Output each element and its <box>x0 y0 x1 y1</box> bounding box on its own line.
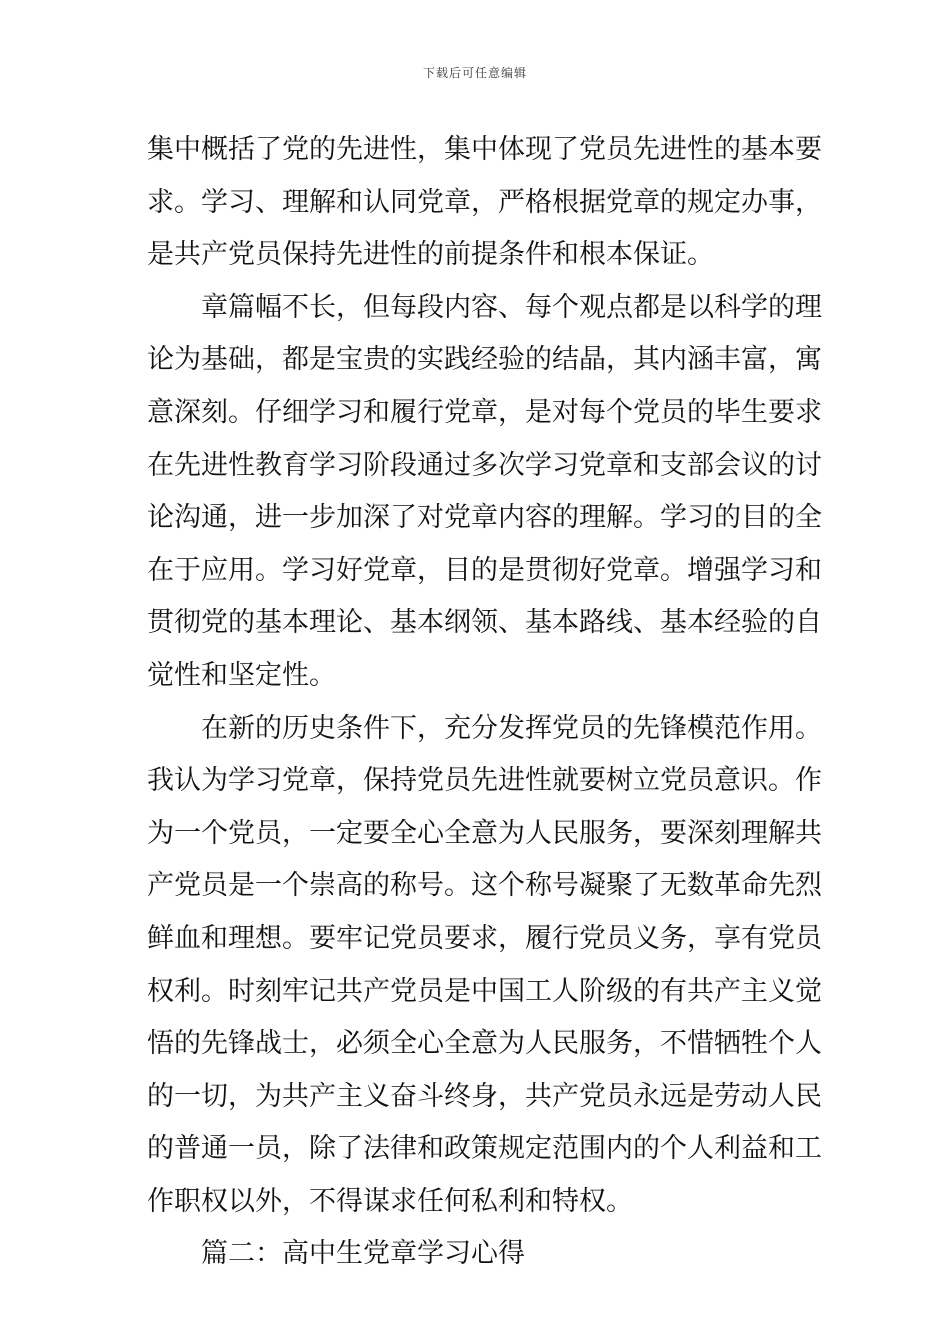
text-line: 贯彻党的基本理论、基本纲领、基本路线、基本经验的自 <box>147 607 822 639</box>
text-line: 在于应用。学习好党章，目的是贯彻好党章。增强学习和 <box>147 554 822 586</box>
text-line: 作职权以外，不得谋求任何私利和特权。 <box>147 1185 633 1217</box>
text-line: 悟的先锋战士，必须全心全意为人民服务，不惜牺牲个人 <box>147 1028 822 1060</box>
text-line: 产党员是一个崇高的称号。这个称号凝聚了无数革命先烈 <box>147 870 822 902</box>
text-line: 在先进性教育学习阶段通过多次学习党章和支部会议的讨 <box>147 449 822 481</box>
document-body <box>147 124 822 1281</box>
text-line: 我认为学习党章，保持党员先进性就要树立党员意识。作 <box>147 765 822 797</box>
text-line: 的一切，为共产主义奋斗终身，共产党员永远是劳动人民 <box>147 1080 822 1112</box>
text-line: 在新的历史条件下，充分发挥党员的先锋模范作用。 <box>201 712 822 744</box>
text-line: 鲜血和理想。要牢记党员要求，履行党员义务，享有党员 <box>147 922 822 954</box>
text-line: 论为基础，都是宝贵的实践经验的结晶，其内涵丰富，寓 <box>147 344 822 376</box>
text-line: 篇二：高中生党章学习心得 <box>201 1238 525 1270</box>
text-line: 的普通一员，除了法律和政策规定范围内的个人利益和工 <box>147 1133 822 1165</box>
text-line: 是共产党员保持先进性的前提条件和根本保证。 <box>147 239 714 271</box>
text-line: 觉性和坚定性。 <box>147 659 336 691</box>
text-line: 为一个党员，一定要全心全意为人民服务，要深刻理解共 <box>147 817 822 849</box>
text-line: 集中概括了党的先进性，集中体现了党员先进性的基本要 <box>147 134 822 165</box>
text-line: 论沟通，进一步加深了对党章内容的理解。学习的目的全 <box>147 502 822 534</box>
text-line: 权利。时刻牢记共产党员是中国工人阶级的有共产主义觉 <box>147 975 822 1007</box>
text-line: 求。学习、理解和认同党章，严格根据党章的规定办事， <box>147 186 822 218</box>
text-line: 章篇幅不长，但每段内容、每个观点都是以科学的理 <box>201 291 822 323</box>
page-header: 下载后可任意编辑 <box>422 66 527 80</box>
text-line: 意深刻。仔细学习和履行党章，是对每个党员的毕生要求 <box>147 396 822 428</box>
